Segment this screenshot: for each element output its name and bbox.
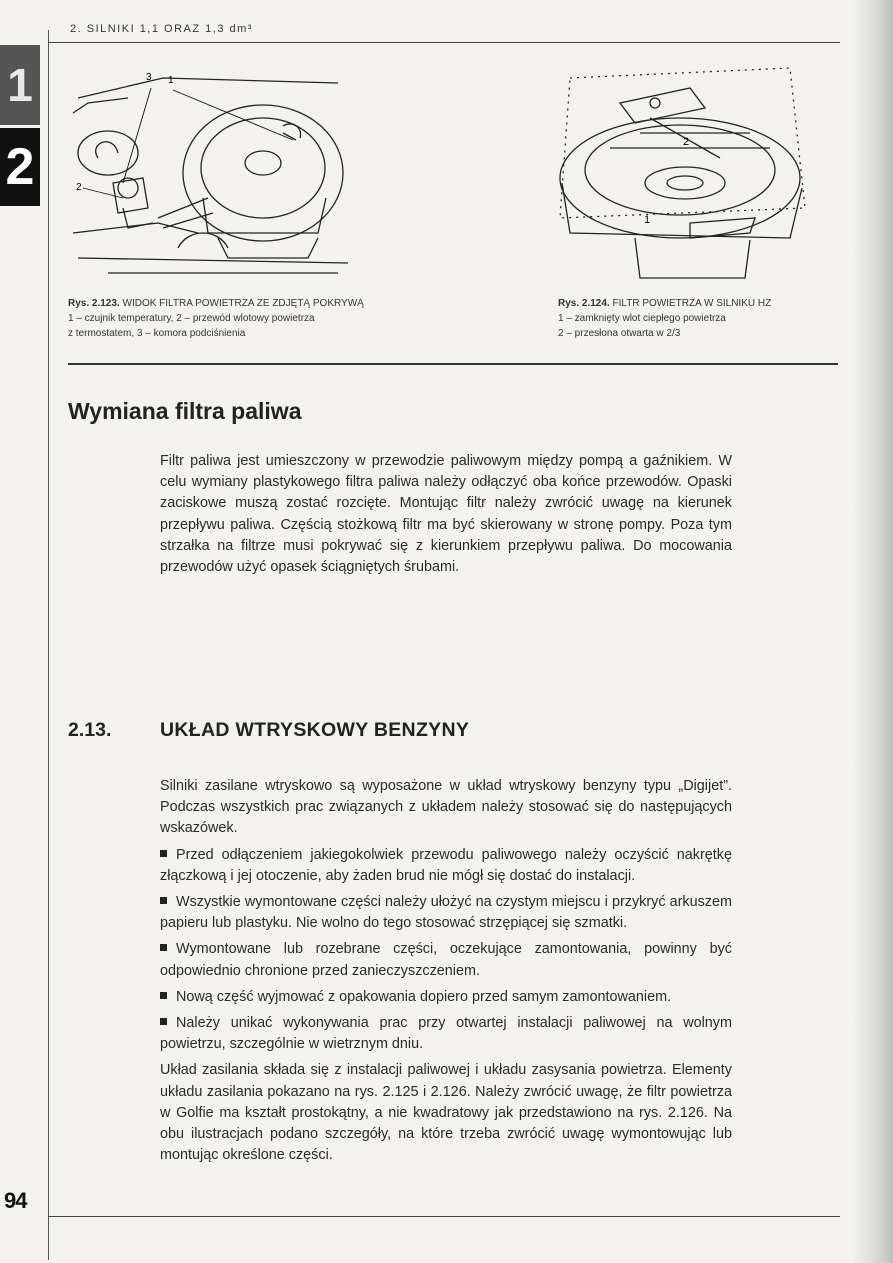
bullet-item: Wszystkie wymontowane części należy ułożyć na czystym miejscu i przykryć arkuszem papieru lub plastyku. Nie wolno do tego stosować strzępiącej się szmatki.	[160, 894, 732, 932]
margin-rule	[48, 30, 49, 1260]
bullet-item: Przed odłączeniem jakiegokolwiek przewodu paliwowego należy oczyścić nakrętkę złączkową i jej otoczenie, aby żaden brud nie mógł się dostać do instalacji.	[160, 846, 732, 884]
figure-legend-line: z termostatem, 3 – komora podciśnienia	[68, 328, 246, 339]
figure-caption-2-123	[68, 296, 388, 341]
figure-air-filter-hz	[540, 58, 825, 283]
chapter-tab-2: 2	[0, 128, 40, 206]
chapter-closing: Układ zasilania składa się z instalacji paliwowej i układu zasysania powietrza. Elementy układu zasilania pokazano na rys. 2.125 i 2.126. Należy zwrócić uwagę, że filtr powietrza w Golfie ma kształt prostokątny, a nie kwadratowy jak przedstawiono na rys. 2.126. Na obu ilustracjach podano szczegóły, na które trzeba zwrócić uwagę wymontowując lub montując określone części.	[160, 1062, 732, 1164]
bullet-icon	[160, 992, 167, 999]
chapter-body	[160, 776, 732, 1171]
bullet-item: Należy unikać wykonywania prac przy otwartej instalacji paliwowej na wolnym powietrzu, szczególnie w wietrznym dniu.	[160, 1015, 732, 1053]
figure-number: Rys. 2.123.	[68, 298, 120, 309]
figure-caption-2-124	[558, 296, 818, 341]
header-rule	[48, 42, 840, 43]
figure-legend-line: 1 – czujnik temperatury, 2 – przewód wlotowy powietrza	[68, 313, 315, 324]
bullet-icon	[160, 897, 167, 904]
callout-1: 1	[168, 75, 174, 86]
bullet-item: Nową część wyjmować z opakowania dopiero przed samym zamontowaniem.	[160, 987, 732, 1008]
chapter-intro: Silniki zasilane wtryskowo są wyposażone w układ wtryskowy benzyny typu „Digijet”. Podczas wszystkich prac związanych z układem należy stosować się do następujących wskazówek.	[160, 778, 732, 837]
footer-rule	[48, 1216, 840, 1217]
callout-1: 1	[644, 214, 651, 226]
figure-title: FILTR POWIETRZA W SILNIKU HZ	[612, 298, 772, 309]
section-paragraph: Filtr paliwa jest umieszczony w przewodzie paliwowym między pompą a gaźnikiem. W celu wymiany plastykowego filtra paliwa należy odłączyć oba końce przewodów. Opaski zaciskowe muszą zostać rozcięte. Montując filtr należy zwrócić uwagę na kierunek przepływu paliwa. Częścią stożkową filtr ma być skierowany w stronę pompy. Poza tym strzałka na filtrze musi pokrywać się z kierunkiem przepływu paliwa. Do mocowania przewodów użyć opasek ściągniętych śrubami.	[160, 453, 732, 576]
callout-2: 2	[683, 136, 690, 148]
chapter-title: UKŁAD WTRYSKOWY BENZYNY	[160, 719, 470, 741]
figure-number: Rys. 2.124.	[558, 298, 610, 309]
bullet-icon	[160, 1018, 167, 1025]
callout-2: 2	[76, 182, 82, 193]
section-divider	[68, 363, 838, 365]
running-head: 2. SILNIKI 1,1 ORAZ 1,3 dm³	[70, 23, 253, 35]
bullet-item: Wymontowane lub rozebrane części, oczekujące zamontowania, powinny być odpowiednio chronione przed zanieczyszczeniem.	[160, 941, 732, 979]
page-number: 94	[4, 1188, 27, 1213]
figure-legend-line: 2 – przesłona otwarta w 2/3	[558, 328, 681, 339]
page-edge-shadow	[853, 0, 893, 1263]
bullet-icon	[160, 850, 167, 857]
figure-air-filter-open	[68, 58, 358, 283]
figure-title: WIDOK FILTRA POWIETRZA ZE ZDJĘTĄ POKRYWĄ	[122, 298, 364, 309]
bullet-icon	[160, 944, 167, 951]
chapter-number: 2.13.	[68, 719, 112, 741]
section-heading: Wymiana filtra paliwa	[68, 398, 302, 424]
chapter-tab-1: 1	[0, 45, 40, 125]
callout-3: 3	[146, 72, 152, 83]
figure-legend-line: 1 – zamknięty wlot ciepłego powietrza	[558, 313, 726, 324]
